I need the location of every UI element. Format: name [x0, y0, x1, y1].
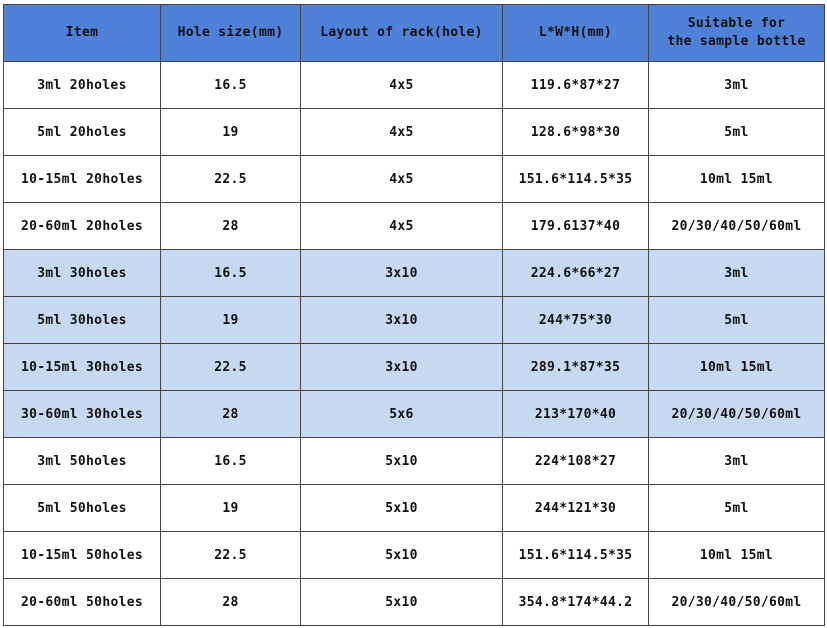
item-cell: 5ml 50holes — [4, 485, 161, 532]
layout-cell: 4x5 — [301, 203, 503, 250]
suitable-bottle-cell: 10ml 15ml — [649, 156, 825, 203]
table-row — [4, 532, 825, 579]
table-row — [4, 438, 825, 485]
layout-cell: 3x10 — [301, 297, 503, 344]
dimensions-cell: 289.1*87*35 — [503, 344, 649, 391]
hole-size-cell: 22.5 — [161, 532, 301, 579]
table-row — [4, 156, 825, 203]
dimensions-cell: 119.6*87*27 — [503, 62, 649, 109]
table-row — [4, 344, 825, 391]
hole-size-cell: 19 — [161, 485, 301, 532]
dimensions-cell: 128.6*98*30 — [503, 109, 649, 156]
layout-cell: 4x5 — [301, 109, 503, 156]
table-row — [4, 109, 825, 156]
suitable-bottle-cell: 5ml — [649, 297, 825, 344]
item-cell: 3ml 50holes — [4, 438, 161, 485]
layout-cell: 5x10 — [301, 485, 503, 532]
table-row — [4, 297, 825, 344]
hole-size-cell: 22.5 — [161, 156, 301, 203]
dimensions-cell: 244*75*30 — [503, 297, 649, 344]
layout-cell: 5x10 — [301, 438, 503, 485]
layout-cell: 3x10 — [301, 250, 503, 297]
table-row — [4, 62, 825, 109]
item-cell: 10-15ml 30holes — [4, 344, 161, 391]
hole-size-cell: 28 — [161, 579, 301, 626]
hole-size-cell: 16.5 — [161, 250, 301, 297]
item-cell: 20-60ml 20holes — [4, 203, 161, 250]
hole-size-cell: 19 — [161, 109, 301, 156]
hole-size-cell: 22.5 — [161, 344, 301, 391]
layout-cell: 3x10 — [301, 344, 503, 391]
header-item: Item — [4, 5, 161, 62]
layout-cell: 4x5 — [301, 62, 503, 109]
suitable-bottle-cell: 20/30/40/50/60ml — [649, 579, 825, 626]
dimensions-cell: 354.8*174*44.2 — [503, 579, 649, 626]
hole-size-cell: 28 — [161, 391, 301, 438]
suitable-bottle-cell: 3ml — [649, 250, 825, 297]
table-body — [4, 62, 825, 626]
hole-size-cell: 28 — [161, 203, 301, 250]
suitable-bottle-cell: 5ml — [649, 109, 825, 156]
hole-size-cell: 16.5 — [161, 62, 301, 109]
suitable-bottle-cell: 10ml 15ml — [649, 344, 825, 391]
layout-cell: 5x6 — [301, 391, 503, 438]
table-row — [4, 250, 825, 297]
specification-table — [3, 4, 825, 626]
layout-cell: 4x5 — [301, 156, 503, 203]
table-row — [4, 203, 825, 250]
hole-size-cell: 16.5 — [161, 438, 301, 485]
item-cell: 10-15ml 20holes — [4, 156, 161, 203]
dimensions-cell: 224*108*27 — [503, 438, 649, 485]
dimensions-cell: 224.6*66*27 — [503, 250, 649, 297]
table-row — [4, 485, 825, 532]
item-cell: 10-15ml 50holes — [4, 532, 161, 579]
dimensions-cell: 179.6137*40 — [503, 203, 649, 250]
item-cell: 5ml 30holes — [4, 297, 161, 344]
item-cell: 30-60ml 30holes — [4, 391, 161, 438]
layout-cell: 5x10 — [301, 532, 503, 579]
suitable-bottle-cell: 3ml — [649, 62, 825, 109]
header-dimensions: L*W*H(mm) — [503, 5, 649, 62]
dimensions-cell: 151.6*114.5*35 — [503, 156, 649, 203]
suitable-bottle-cell: 20/30/40/50/60ml — [649, 203, 825, 250]
layout-cell: 5x10 — [301, 579, 503, 626]
table-row — [4, 579, 825, 626]
dimensions-cell: 213*170*40 — [503, 391, 649, 438]
dimensions-cell: 244*121*30 — [503, 485, 649, 532]
suitable-bottle-cell: 10ml 15ml — [649, 532, 825, 579]
item-cell: 20-60ml 50holes — [4, 579, 161, 626]
table-row — [4, 391, 825, 438]
item-cell: 3ml 20holes — [4, 62, 161, 109]
suitable-bottle-cell: 3ml — [649, 438, 825, 485]
item-cell: 5ml 20holes — [4, 109, 161, 156]
header-suitable-bottle: Suitable for the sample bottle — [649, 5, 825, 62]
suitable-bottle-cell: 20/30/40/50/60ml — [649, 391, 825, 438]
header-layout: Layout of rack(hole) — [301, 5, 503, 62]
dimensions-cell: 151.6*114.5*35 — [503, 532, 649, 579]
header-hole-size: Hole size(mm) — [161, 5, 301, 62]
item-cell: 3ml 30holes — [4, 250, 161, 297]
hole-size-cell: 19 — [161, 297, 301, 344]
header-row — [4, 5, 825, 62]
suitable-bottle-cell: 5ml — [649, 485, 825, 532]
